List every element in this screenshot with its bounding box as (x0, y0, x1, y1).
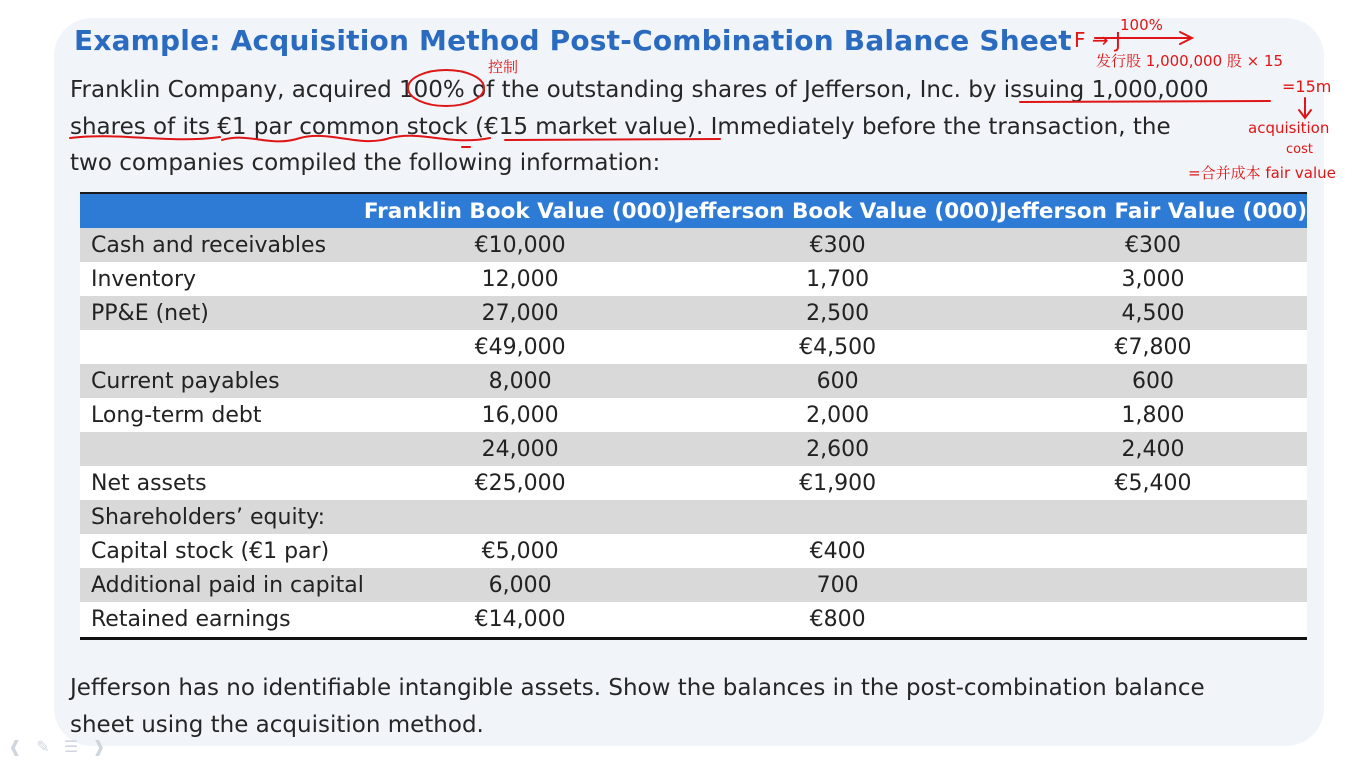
intro-line: shares of its €1 par common stock (€15 market value). Immediately before the transaction, the (70, 113, 1171, 140)
table-row (80, 398, 1307, 432)
jefferson-fair-cell: €300 (999, 228, 1307, 262)
row-label (80, 432, 364, 466)
slide-title: Example: Acquisition Method Post-Combination Balance Sheet (74, 24, 1072, 57)
header-blank (80, 193, 364, 228)
table-row (80, 296, 1307, 330)
footer-paragraph (70, 670, 1290, 743)
pen-icon[interactable]: ✎ (36, 737, 50, 756)
table-row (80, 262, 1307, 296)
forward-icon[interactable]: ❱ (92, 737, 106, 756)
jefferson-book-cell (676, 500, 999, 534)
jefferson-fair-cell: €7,800 (999, 330, 1307, 364)
table-row (80, 364, 1307, 398)
annot-acquisition: acquisition (1248, 119, 1330, 137)
annot-cost: cost (1286, 142, 1313, 157)
jefferson-book-cell: 2,600 (676, 432, 999, 466)
table-row (80, 534, 1307, 568)
intro-paragraph (70, 72, 1250, 182)
table-row (80, 500, 1307, 534)
jefferson-book-cell: 700 (676, 568, 999, 602)
jefferson-fair-cell: 1,800 (999, 398, 1307, 432)
franklin-book-cell: 12,000 (364, 262, 677, 296)
jefferson-book-cell: 600 (676, 364, 999, 398)
footer-line: Jefferson has no identifiable intangible assets. Show the balances in the post-combination balance (70, 675, 1205, 701)
table-body (80, 228, 1307, 639)
table-row (80, 432, 1307, 466)
header-franklin-book: Franklin Book Value (000) (364, 193, 677, 228)
jefferson-book-cell: 1,700 (676, 262, 999, 296)
franklin-book-cell: €14,000 (364, 602, 677, 639)
row-label: Current payables (80, 364, 364, 398)
annot-pct: 100% (1120, 16, 1163, 34)
annot-shares-note: 发行股 1,000,000 股 × 15 (1096, 52, 1284, 70)
annot-15m: =15m (1282, 77, 1332, 96)
franklin-book-cell: 24,000 (364, 432, 677, 466)
jefferson-book-cell: 2,000 (676, 398, 999, 432)
jefferson-fair-cell: 4,500 (999, 296, 1307, 330)
row-label: PP&E (net) (80, 296, 364, 330)
table-row (80, 602, 1307, 639)
franklin-book-cell: 6,000 (364, 568, 677, 602)
table-row (80, 228, 1307, 262)
table-row (80, 330, 1307, 364)
jefferson-fair-cell (999, 534, 1307, 568)
jefferson-fair-cell: 3,000 (999, 262, 1307, 296)
row-label: Inventory (80, 262, 364, 296)
intro-line: Franklin Company, acquired 100% of the outstanding shares of Jefferson, Inc. by issuing 1,000,000 (70, 77, 1209, 103)
footer-line: sheet using the acquisition method. (70, 711, 484, 738)
slide-nav (6, 737, 108, 759)
annot-f-to-j: F → J (1074, 28, 1121, 52)
table-row (80, 568, 1307, 602)
jefferson-book-cell: 2,500 (676, 296, 999, 330)
table-header-row (80, 193, 1307, 228)
header-jefferson-book: Jefferson Book Value (000) (676, 193, 999, 228)
back-icon[interactable]: ❰ (8, 737, 22, 756)
row-label: Additional paid in capital (80, 568, 364, 602)
jefferson-fair-cell (999, 568, 1307, 602)
jefferson-book-cell: €1,900 (676, 466, 999, 500)
row-label: Long-term debt (80, 398, 364, 432)
row-label: Retained earnings (80, 602, 364, 639)
franklin-book-cell: €25,000 (364, 466, 677, 500)
jefferson-fair-cell (999, 602, 1307, 639)
jefferson-book-cell: €400 (676, 534, 999, 568)
jefferson-fair-cell: €5,400 (999, 466, 1307, 500)
franklin-book-cell: 27,000 (364, 296, 677, 330)
franklin-book-cell: 8,000 (364, 364, 677, 398)
header-jefferson-fair: Jefferson Fair Value (000) (999, 193, 1307, 228)
jefferson-book-cell: €4,500 (676, 330, 999, 364)
row-label: Capital stock (€1 par) (80, 534, 364, 568)
franklin-book-cell: €49,000 (364, 330, 677, 364)
franklin-book-cell: 16,000 (364, 398, 677, 432)
annot-near-title: 控制 (488, 58, 519, 76)
row-label: Shareholders’ equity: (80, 500, 364, 534)
table-row (80, 466, 1307, 500)
annot-fair-value: =合并成本 fair value (1188, 164, 1336, 182)
intro-line: two companies compiled the following information: (70, 150, 661, 176)
jefferson-book-cell: €800 (676, 602, 999, 639)
row-label: Net assets (80, 466, 364, 500)
row-label: Cash and receivables (80, 228, 364, 262)
row-label (80, 330, 364, 364)
franklin-book-cell: €5,000 (364, 534, 677, 568)
jefferson-fair-cell: 600 (999, 364, 1307, 398)
jefferson-fair-cell: 2,400 (999, 432, 1307, 466)
franklin-book-cell: €10,000 (364, 228, 677, 262)
jefferson-fair-cell (999, 500, 1307, 534)
jefferson-book-cell: €300 (676, 228, 999, 262)
franklin-book-cell (364, 500, 677, 534)
menu-icon[interactable]: ☰ (63, 737, 79, 756)
balance-table (80, 192, 1307, 640)
